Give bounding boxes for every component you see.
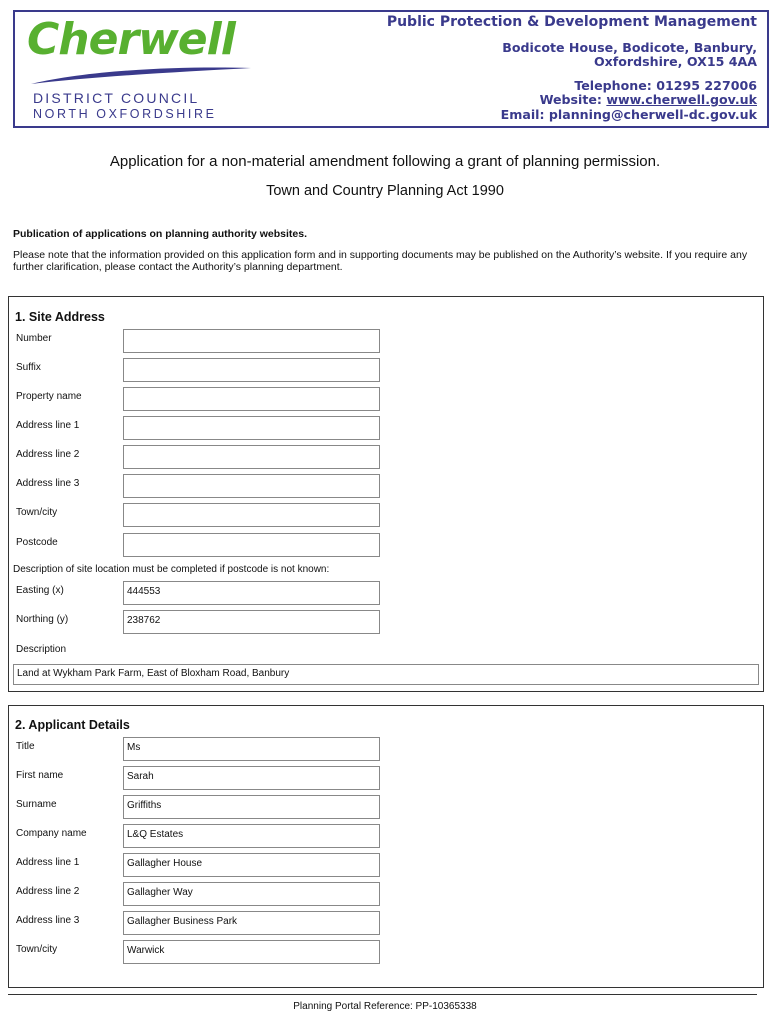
town-city-input[interactable] [123, 503, 380, 527]
title-input[interactable]: Ms [123, 737, 380, 761]
logo-district-council: DISTRICT COUNCIL [33, 90, 200, 106]
field-label: First name [16, 770, 64, 781]
applicant-address-line-1-input[interactable]: Gallagher House [123, 853, 380, 877]
northing-input[interactable]: 238762 [123, 610, 380, 634]
applicant-town-city-input[interactable]: Warwick [123, 940, 380, 964]
address-line-3-input[interactable] [123, 474, 380, 498]
portal-reference: Planning Portal Reference: PP-10365338 [293, 1001, 477, 1012]
council-contact-block [387, 15, 757, 122]
field-label: Description [16, 644, 67, 655]
field-label: Suffix [16, 362, 41, 373]
department-title: Public Protection & Development Management [386, 14, 757, 30]
site-address-section [8, 296, 764, 692]
company-name-input[interactable]: L&Q Estates [123, 824, 380, 848]
property-name-input[interactable] [123, 387, 380, 411]
applicant-details-section [8, 705, 764, 988]
location-note: Description of site location must be completed if postcode is not known: [13, 564, 330, 575]
website-link[interactable]: www.cherwell.gov.uk [606, 92, 757, 107]
email[interactable]: Email: planning@cherwell-dc.gov.uk [500, 106, 757, 122]
publication-heading: Publication of applications on planning authority websites. [13, 228, 308, 240]
field-label: Address line 1 [16, 420, 80, 431]
address-line-2: Oxfordshire, OX15 4AA [593, 54, 757, 69]
first-name-input[interactable]: Sarah [123, 766, 380, 790]
field-label: Title [16, 741, 35, 752]
field-label: Town/city [16, 507, 58, 518]
logo-north-oxfordshire: NORTH OXFORDSHIRE [33, 107, 217, 121]
footer-divider [8, 994, 757, 995]
surname-input[interactable]: Griffiths [123, 795, 380, 819]
field-label: Town/city [16, 944, 58, 955]
cherwell-logo-text: Cherwell [27, 14, 235, 65]
address-line-2-input[interactable] [123, 445, 380, 469]
form-title: Application for a non-material amendment following a grant of planning permission. [109, 153, 661, 170]
website-label: Website: [539, 92, 607, 107]
field-label: Address line 3 [16, 915, 80, 926]
field-label: Northing (y) [16, 614, 69, 625]
field-label: Number [16, 333, 52, 344]
field-label: Company name [16, 828, 87, 839]
form-act: Town and Country Planning Act 1990 [266, 183, 504, 199]
easting-input[interactable]: 444553 [123, 581, 380, 605]
applicant-address-line-2-input[interactable]: Gallagher Way [123, 882, 380, 906]
letterhead [13, 10, 769, 128]
publication-text: Please note that the information provided on this application form and in supporting documents may be published on the Authority’s website. If you require any further clarification, please contact the Authority’s planning department. [13, 249, 748, 273]
field-label: Address line 2 [16, 449, 80, 460]
section-title: 1. Site Address [15, 310, 105, 324]
field-label: Address line 1 [16, 857, 80, 868]
number-input[interactable] [123, 329, 380, 353]
field-label: Address line 3 [16, 478, 80, 489]
field-label: Address line 2 [16, 886, 80, 897]
field-label: Easting (x) [16, 585, 64, 596]
suffix-input[interactable] [123, 358, 380, 382]
postcode-input[interactable] [123, 533, 380, 557]
telephone: Telephone: 01295 227006 [574, 77, 757, 93]
section-title: 2. Applicant Details [15, 718, 130, 732]
field-label: Postcode [16, 537, 58, 548]
website-line [387, 93, 757, 108]
logo-swoosh-icon [29, 62, 254, 86]
address-line-1: Bodicote House, Bodicote, Banbury, [502, 39, 757, 55]
field-label: Surname [16, 799, 57, 810]
address-line-1-input[interactable] [123, 416, 380, 440]
applicant-address-line-3-input[interactable]: Gallagher Business Park [123, 911, 380, 935]
description-input[interactable]: Land at Wykham Park Farm, East of Bloxham Road, Banbury [13, 664, 759, 685]
field-label: Property name [16, 391, 82, 402]
